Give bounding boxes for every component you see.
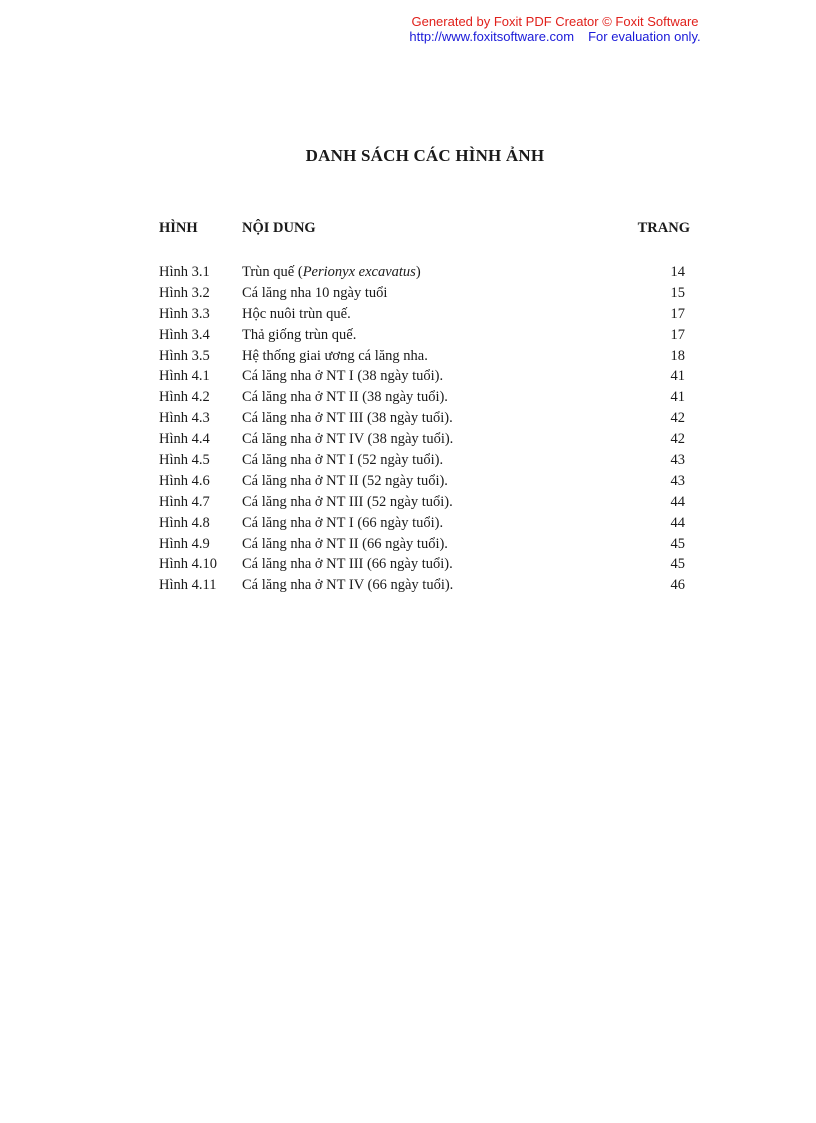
caption-suffix: ) (415, 264, 421, 280)
figure-number: Hình 4.2 (159, 389, 210, 406)
figure-number: Hình 3.2 (159, 284, 210, 301)
page-number: 17 (670, 326, 685, 343)
list-item (159, 471, 685, 492)
page-number: 18 (670, 347, 685, 364)
list-item (159, 387, 685, 408)
figure-number: Hình 4.3 (159, 410, 210, 427)
page-number: 45 (670, 535, 685, 552)
figure-caption: Cá lăng nha ở NT III (66 ngày tuổi). (242, 556, 453, 573)
page-number: 45 (670, 556, 685, 573)
figure-caption: Cá lăng nha ở NT III (52 ngày tuổi). (242, 493, 453, 510)
header-content: NỘI DUNG (242, 220, 316, 236)
list-item (159, 283, 685, 304)
figure-caption: Hộc nuôi trùn quế. (242, 305, 351, 322)
page-title: DANH SÁCH CÁC HÌNH ẢNH (305, 146, 545, 165)
header-figure: HÌNH (159, 220, 198, 236)
list-item (159, 575, 685, 596)
figure-list (159, 262, 685, 596)
figure-caption (242, 262, 421, 283)
page-number: 41 (670, 389, 685, 406)
page-number: 17 (670, 305, 685, 322)
page-number: 42 (670, 410, 685, 427)
header-page: TRANG (637, 220, 690, 236)
figure-caption: Thả giống trùn quế. (242, 326, 357, 343)
watermark-line1: Generated by Foxit PDF Creator © Foxit Software (411, 14, 699, 29)
figure-number: Hình 4.9 (159, 535, 210, 552)
list-item (159, 513, 685, 534)
page-number: 42 (670, 431, 685, 448)
caption-prefix: Trùn quế ( (242, 264, 303, 280)
figure-number: Hình 3.5 (159, 347, 210, 364)
figure-number: Hình 4.11 (159, 577, 217, 594)
caption-species: Perionyx excavatus (302, 264, 416, 280)
page-number: 46 (670, 577, 685, 594)
figure-number: Hình 4.10 (159, 556, 217, 573)
page-number: 15 (670, 284, 685, 301)
page-number: 43 (670, 472, 685, 489)
page-number: 43 (670, 452, 685, 469)
list-item (159, 554, 685, 575)
list-item (159, 346, 685, 367)
figure-caption: Cá lăng nha ở NT I (38 ngày tuổi). (242, 368, 444, 385)
figure-caption: Cá lăng nha ở NT II (52 ngày tuổi). (242, 472, 448, 489)
list-item (159, 534, 685, 555)
figure-number: Hình 4.4 (159, 431, 210, 448)
figure-number: Hình 4.6 (159, 472, 210, 489)
figure-caption: Cá lăng nha ở NT I (66 ngày tuổi). (242, 514, 444, 531)
list-item (159, 262, 685, 283)
figure-caption: Cá lăng nha ở NT III (38 ngày tuổi). (242, 410, 453, 427)
list-item (159, 304, 685, 325)
figure-number: Hình 3.3 (159, 305, 210, 322)
page-number: 44 (670, 514, 685, 531)
page-number: 14 (670, 264, 685, 280)
list-item (159, 492, 685, 513)
figure-number: Hình 4.8 (159, 514, 210, 531)
figure-caption: Hệ thống giai ương cá lăng nha. (242, 347, 428, 364)
figure-caption: Cá lăng nha ở NT II (66 ngày tuổi). (242, 535, 448, 552)
page-number: 41 (670, 368, 685, 385)
figure-caption: Cá lăng nha ở NT IV (38 ngày tuổi). (242, 431, 454, 448)
watermark-line2 (400, 29, 710, 44)
watermark-note: For evaluation only. (588, 29, 701, 44)
list-item (159, 325, 685, 346)
figure-number: Hình 4.7 (159, 493, 210, 510)
table-header (159, 220, 690, 240)
list-item (159, 366, 685, 387)
list-item (159, 408, 685, 429)
figure-caption: Cá lăng nha ở NT I (52 ngày tuổi). (242, 452, 444, 469)
figure-number: Hình 3.1 (159, 264, 210, 280)
watermark-url[interactable]: http://www.foxitsoftware.com (409, 29, 575, 44)
figure-caption: Cá lăng nha ở NT II (38 ngày tuổi). (242, 389, 448, 406)
page-number: 44 (670, 493, 685, 510)
foxit-watermark (400, 14, 710, 44)
figure-number: Hình 3.4 (159, 326, 210, 343)
figure-caption: Cá lăng nha ở NT IV (66 ngày tuổi). (242, 577, 454, 594)
figure-caption: Cá lăng nha 10 ngày tuổi (242, 284, 388, 301)
list-item (159, 450, 685, 471)
figure-number: Hình 4.5 (159, 452, 210, 469)
list-item (159, 429, 685, 450)
figure-number: Hình 4.1 (159, 368, 210, 385)
